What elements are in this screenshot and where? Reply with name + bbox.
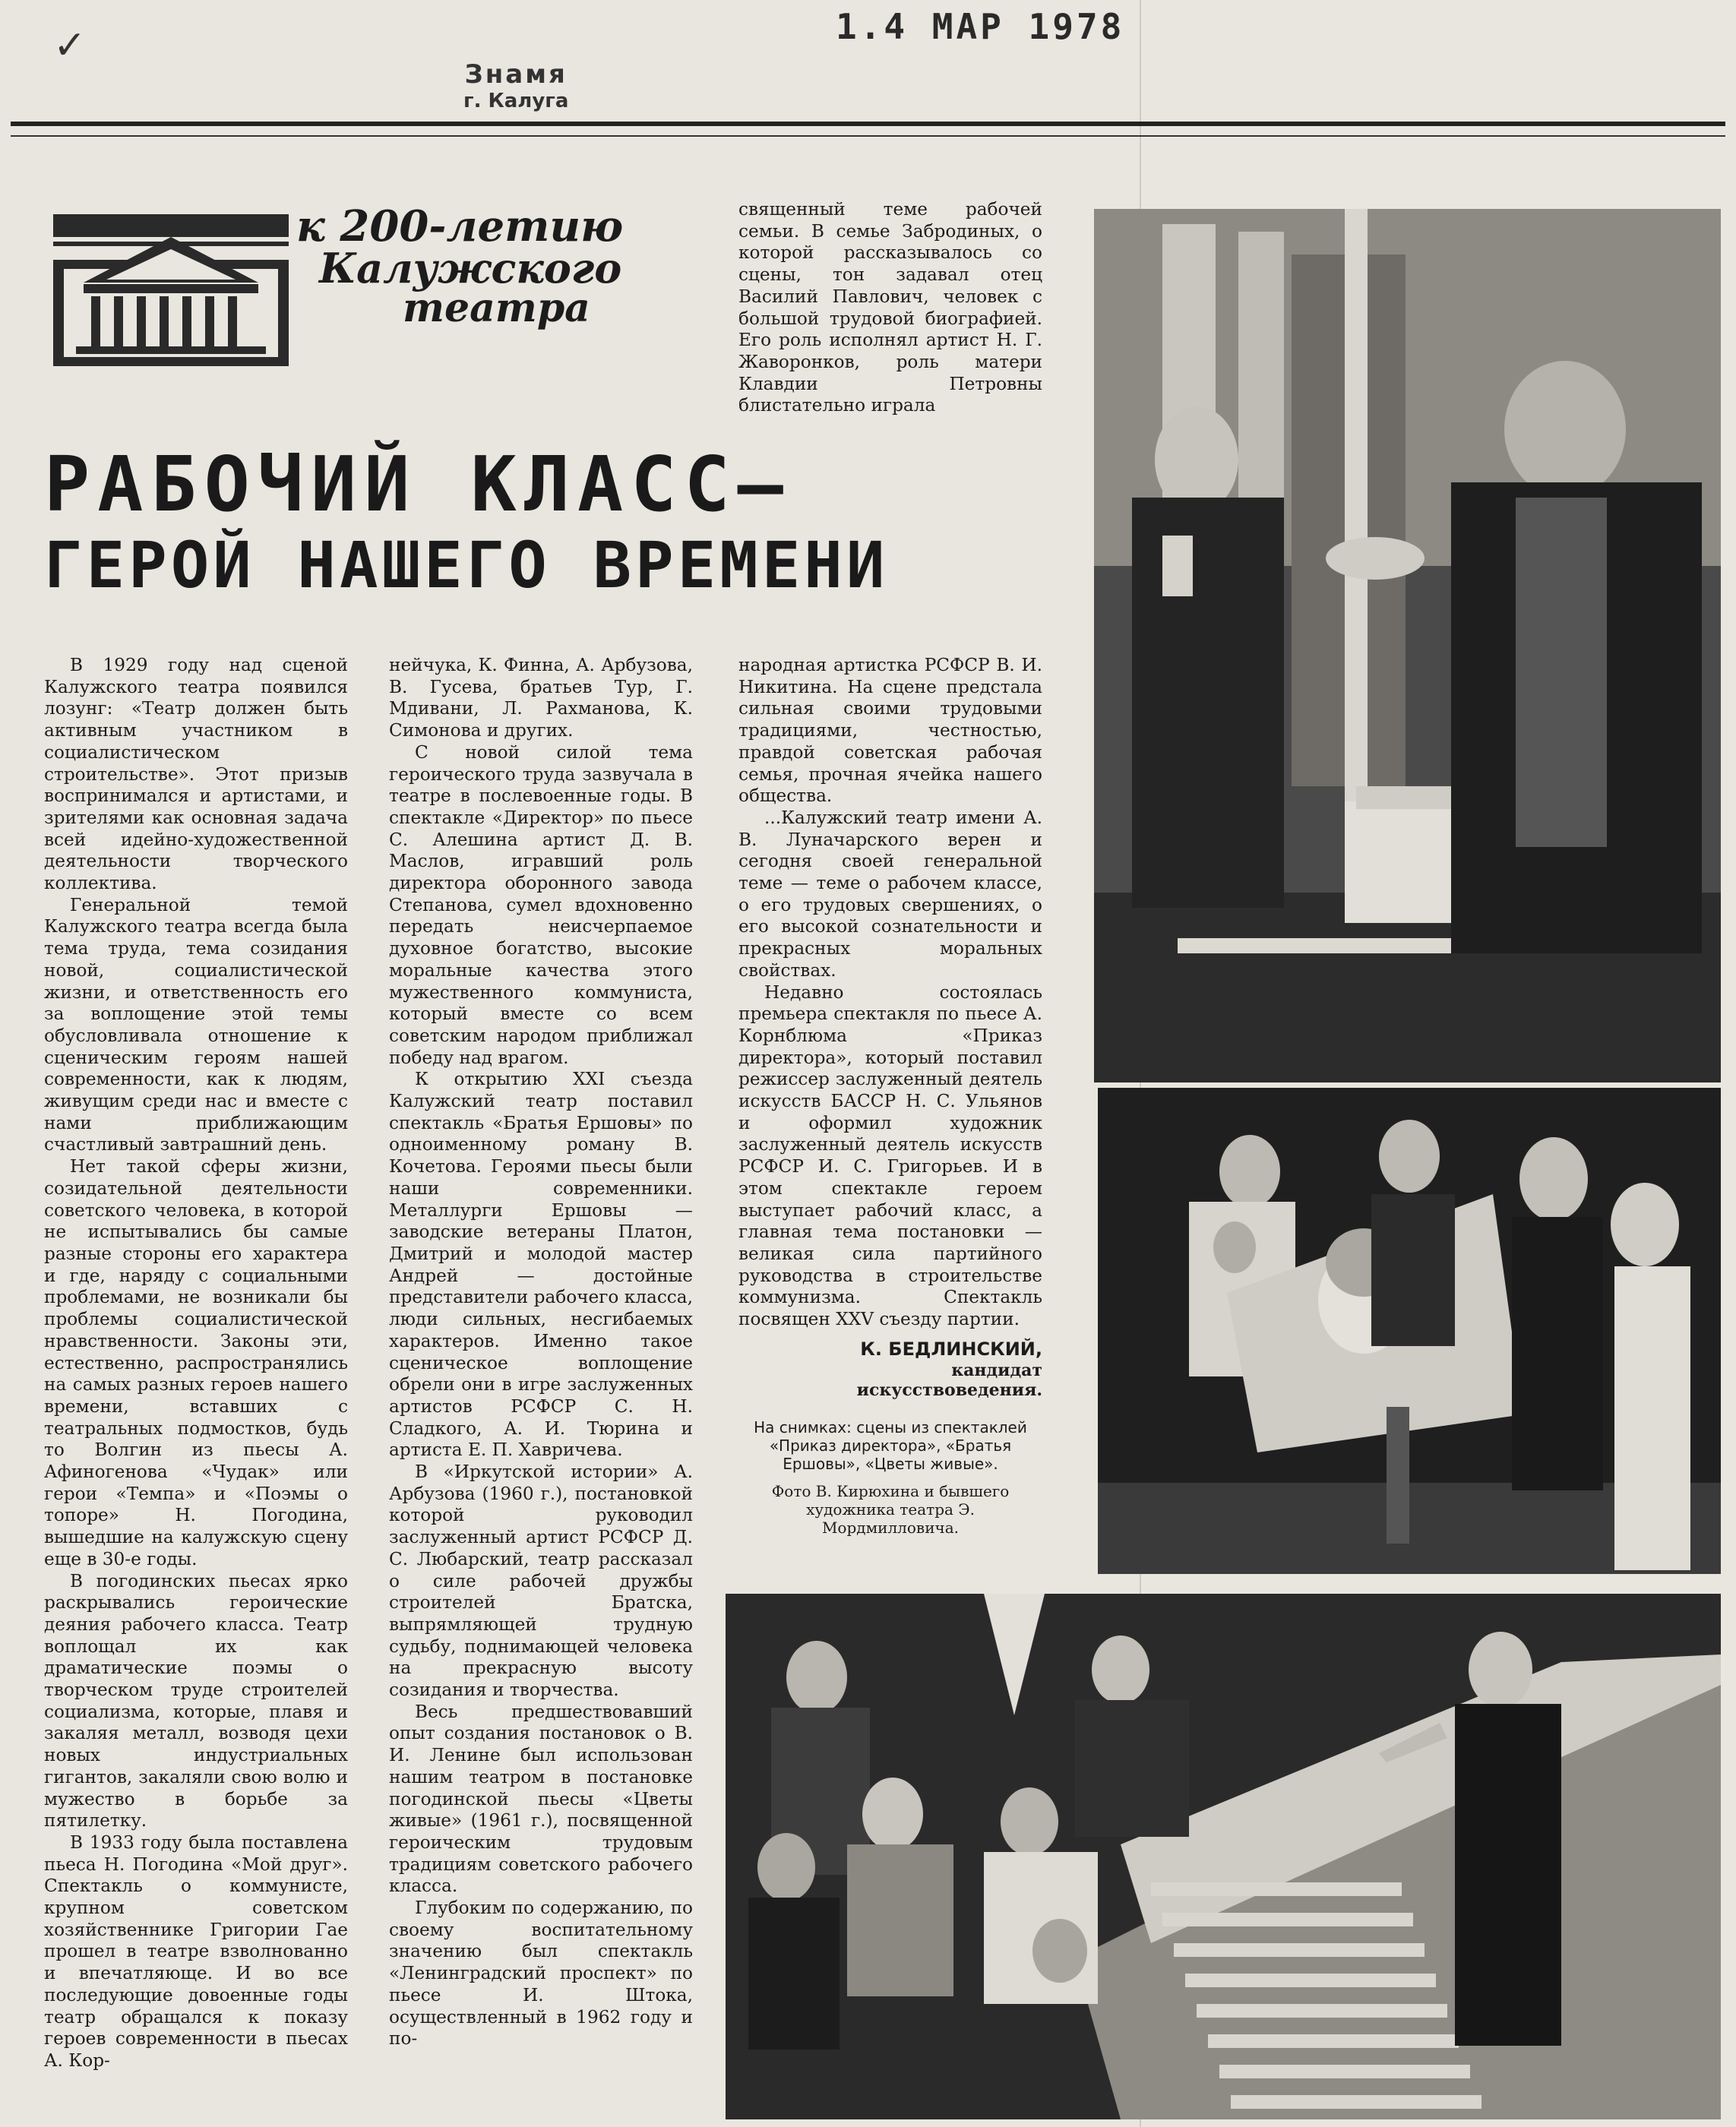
photo-credit: Фото В. Кирюхина и бывшего художника театра Э. Мордмилловича. — [771, 1481, 1010, 1537]
headline-line-2: ГЕРОЙ НАШЕГО ВРЕМЕНИ — [44, 528, 889, 602]
paragraph: Глубоким по содержанию, по своему воспитательному значению был спектакль «Ленинградский проспект» по пьесе И. Штока, осуществленный в 1962 году и по- — [389, 1898, 693, 2050]
paragraph: В 1933 году была поставлена пьеса Н. Погодина «Мой друг». Спектакль о коммунисте, крупном советском хозяйственнике Григории Гае прошел в театре взволнованно и впечатляюще. И во все последующие довоенные годы театр обращался к показу героев современности в пьесах А. Кор- — [44, 1831, 348, 2071]
paragraph: ...Калужский театр имени А. В. Луначарского верен и сегодня своей генеральной теме — теме о рабочем классе, о его трудовых свершениях, о его высокой сознательности и прекрасных моральных свойствах. — [738, 807, 1042, 981]
paragraph: народная артистка РСФСР В. И. Никитина. На сцене предстала сильная своими трудовыми традициями, честностью, правдой советская рабочая семья, прочная ячейка нашего общества. — [738, 655, 1042, 807]
paragraph: В 1929 году над сценой Калужского театра появился лозунг: «Театр должен быть активным участником в социалистическом строительстве». Этот призыв воспринимался и артистами, и зрителями как основная задача всей идейно-художественной деятельности творческого коллектива. — [44, 655, 348, 894]
theatre-building-icon — [53, 214, 289, 366]
intro-paragraph: священный теме рабочей семьи. В семье Забродиных, о которой рассказывалось со сцены, тон задавал отец Василий Павлович, человек с большой трудовой биографией. Его роль исполнял артист Н. Г. Жаворонков, роль матери Клавдии Петровны блистательно играла — [738, 199, 1042, 416]
paragraph: С новой силой тема героического труда зазвучала в театре в послевоенные годы. В спектакле «Директор» по пьесе С. Алешина артист Д. В. Маслов, игравший роль директора оборонного завода Степанова, сумел вдохновенно передать неисчерпаемое духовное богатство, высокие моральные качества этого мужественного коммуниста, который вместе со всем советским народом приближал победу над врагом. — [389, 741, 693, 1068]
paragraph: В погодинских пьесах ярко раскрывались героические деяния рабочего класса. Театр воплощал их как драматические поэмы о творческом труде строителей социализма, которые, плавя и закаляя металл, возводя цехи новых индустриальных гигантов, закаляли свою волю и мужество в борьбе за пятилетку. — [44, 1570, 348, 1831]
author-title-2: искусствоведения. — [856, 1380, 1042, 1400]
banner-line-2: Калужского — [319, 244, 622, 292]
newspaper-masthead — [463, 59, 568, 112]
author-name: К. БЕДЛИНСКИЙ, — [860, 1338, 1042, 1360]
photo-group-scene — [1098, 1088, 1721, 1574]
paragraph: нейчука, К. Финна, А. Арбузова, В. Гусева, братьев Тур, Г. Мдивани, Л. Рахманова, К. Симонова и других. — [389, 655, 693, 741]
check-mark-icon: ✓ — [53, 23, 87, 68]
article-column-2 — [389, 655, 693, 2050]
article-column-1 — [44, 655, 348, 2072]
paragraph: Генеральной темой Калужского театра всегда была тема труда, тема созидания новой, социалистической жизни, и ответственность его за воплощение этой темы обусловливала отношение к сценическим героям нашей современности, как к людям, живущим среди нас и вместе с нами приближающим счастливый завтрашний день. — [44, 894, 348, 1155]
masthead-rule-thin — [11, 135, 1725, 137]
photo-caption: На снимках: сцены из спектаклей «Приказ директора», «Братья Ершовы», «Цветы живые». — [754, 1417, 1027, 1473]
article-headline — [44, 441, 1062, 602]
banner-line-3: театра — [403, 285, 590, 331]
author-title-1: кандидат — [951, 1360, 1042, 1380]
paragraph: Недавно состоялась премьера спектакля по пьесе А. Корнблюма «Приказ директора», который поставил режиссер заслуженный деятель искусств БАССР Н. С. Ульянов и оформил художник заслуженный деятель искусств РСФСР И. С. Григорьев. И в этом спектакле героем выступает рабочий класс, а главная тема постановки — великая сила партийного руководства в строительстве коммунизма. Спектакль посвящен XXV съезду партии. — [738, 981, 1042, 1330]
masthead-rule — [11, 122, 1725, 126]
photo-handshake-scene — [1094, 209, 1721, 1082]
intro-column — [738, 199, 1042, 417]
date-stamp: 1.4 МАР 1978 — [836, 6, 1125, 47]
paragraph: В «Иркутской истории» А. Арбузова (1960 г.), постановкой которой руководил заслуженный артист РСФСР Д. С. Любарский, театр рассказал о силе рабочей дружбы строителей Братска, выпрямляющей трудную судьбу, поднимающей человека на прекрасную высоту созидания и творчества. — [389, 1462, 693, 1701]
banner-heading — [296, 201, 722, 331]
paragraph: Нет такой сферы жизни, созидательной деятельности советского человека, в которой не испытывались бы самые разные стороны его характера и где, наряду с социальными проблемами, не возникали бы проблемы социалистической нравственности. Законы эти, естественно, распространялись на самых разных героев нашего времени, вставших с театральных подмостков, будь то Волгин из пьесы А. Афиногенова «Чудак» или герои «Темпа» и «Поэмы о топоре» Н. Погодина, вышедшие на калужскую сцену еще в 30-е годы. — [44, 1156, 348, 1569]
newspaper-city: г. Калуга — [463, 90, 569, 112]
anniversary-banner — [53, 201, 714, 365]
paragraph: Весь предшествовавший опыт создания постановок о В. И. Ленине был использован нашим театром в постановке погодинской пьесы «Цветы живые» (1961 г.), посвященной героическим трудовым традициям советского рабочего класса. — [389, 1701, 693, 1897]
banner-line-1: к 200-летию — [296, 201, 624, 251]
article-column-3 — [738, 655, 1042, 1537]
headline-line-1: РАБОЧИЙ КЛАСС— — [44, 440, 791, 529]
photo-stair-scene — [726, 1594, 1721, 2119]
newspaper-name: Знамя — [464, 59, 568, 90]
paragraph: К открытию XXI съезда Калужский театр поставил спектакль «Братья Ершовы» по одноименному роману В. Кочетова. Героями пьесы были наши современники. Металлурги Ершовы — заводские ветераны Платон, Дмитрий и молодой мастер Андрей — достойные представители рабочего класса, люди сильных, несгибаемых характеров. Именно такое сценическое воплощение обрели они в игре заслуженных артистов РСФСР С. Н. Сладкого, А. И. Тюрина и артиста Е. П. Хавричева. — [389, 1069, 693, 1461]
